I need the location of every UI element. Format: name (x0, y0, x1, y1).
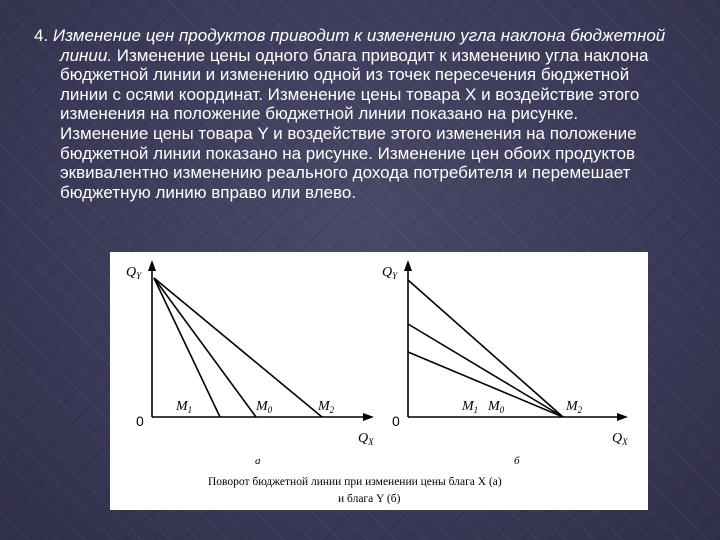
paragraph-body: Изменение цены одного блага приводит к изменению угла наклона бюджетной линии и изменению одной из точек пересечения бюджетной линии с осями координат. Изменение цены товара X и воздействие этого изменения на положение бюджетной линии показано на рисунке. Изменение цены товара Y и воздействие этого изменения на положение бюджетной линии показано на рисунке. Изменение цен обоих продуктов эквивалентно изменению реального дохода потребителя и перемешает бюджетную линию вправо или влево. (60, 45, 649, 202)
right-point-m0: $M_0$ (488, 399, 505, 415)
paragraph-4 (34, 26, 666, 202)
right-origin: 0 (392, 413, 400, 429)
right-budget-line-m2 (408, 280, 563, 417)
paragraph-number: 4. (34, 26, 49, 45)
left-x-arrow (363, 413, 374, 421)
left-budget-line-m0 (154, 278, 256, 417)
left-point-m0: $M_0$ (256, 399, 273, 415)
budget-line-figure (110, 252, 648, 510)
left-y-arrow (148, 260, 156, 271)
right-budget-line-m0 (408, 324, 563, 417)
left-panel-letter: а (255, 455, 261, 467)
left-origin: 0 (136, 413, 144, 429)
figure-svg (110, 252, 648, 510)
right-point-m1: $M_1$ (462, 399, 479, 415)
left-y-axis-label: $Q_Y$ (126, 265, 142, 281)
right-y-arrow (404, 260, 412, 271)
paragraph-lead-italic: Изменение цен продуктов приводит к изменению угла наклона бюджетной линии. (52, 26, 666, 65)
figure-caption-line2: и блага Y (б) (338, 493, 401, 505)
left-budget-line-m1 (154, 278, 220, 417)
right-panel (382, 260, 628, 467)
figure-caption-line1: Поворот бюджетной линии при изменении цены блага X (а) (208, 476, 502, 488)
right-panel-letter: б (514, 455, 520, 467)
right-x-arrow (617, 413, 628, 421)
left-x-axis-label: $Q_X$ (358, 431, 374, 447)
left-point-m1: $M_1$ (176, 399, 193, 415)
left-panel (126, 260, 374, 467)
left-budget-line-m2 (154, 278, 322, 417)
paragraph-block (34, 26, 666, 202)
right-point-m2: $M_2$ (566, 399, 583, 415)
right-budget-line-m1 (408, 352, 563, 417)
right-y-axis-label: $Q_Y$ (382, 265, 398, 281)
left-point-m2: $M_2$ (318, 399, 335, 415)
right-x-axis-label: $Q_X$ (612, 431, 628, 447)
